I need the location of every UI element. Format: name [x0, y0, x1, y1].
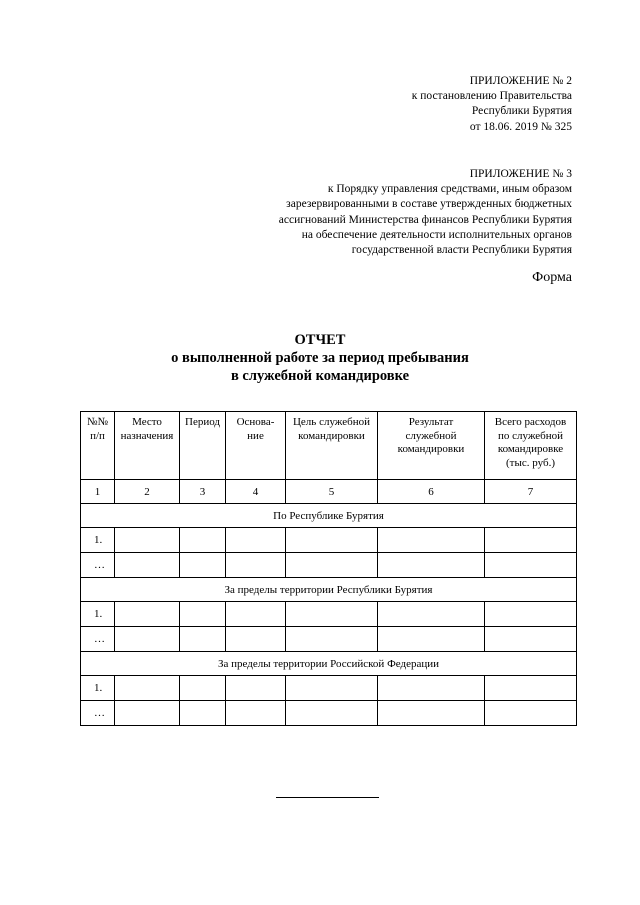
- table-row: [81, 553, 577, 578]
- row-number: …: [81, 553, 115, 578]
- table-cell: [180, 627, 226, 652]
- column-header-line: Всего расходов: [494, 416, 567, 428]
- table-cell: [180, 676, 226, 701]
- table-cell: [226, 627, 286, 652]
- report-title-line: в служебной командировке: [230, 368, 410, 384]
- table-cell: [378, 528, 485, 553]
- appendix-2-title: ПРИЛОЖЕНИЕ № 2: [469, 75, 572, 87]
- appendix-3-title: ПРИЛОЖЕНИЕ № 3: [469, 168, 572, 180]
- table-row: [81, 701, 577, 726]
- appendix-3-line: к Порядку управления средствами, иным образом: [327, 183, 572, 196]
- column-number: 5: [286, 480, 378, 504]
- column-number-row: [81, 480, 577, 504]
- table-cell: [286, 676, 378, 701]
- report-title-line: о выполненной работе за период пребывания: [171, 350, 469, 366]
- table-row: [81, 627, 577, 652]
- column-header: [286, 412, 378, 480]
- column-header: [378, 412, 485, 480]
- section-title: За пределы территории Российской Федерации: [81, 652, 577, 676]
- form-label: Форма: [532, 270, 572, 285]
- table-cell: [115, 602, 180, 627]
- table-row: [81, 528, 577, 553]
- table-cell: [485, 676, 577, 701]
- appendix-3-line: зарезервированными в составе утвержденных бюджетных: [286, 198, 572, 211]
- column-header: [485, 412, 577, 480]
- table-body: [81, 480, 577, 726]
- column-header-line: назначения: [120, 429, 174, 442]
- column-header-line: Основа-: [236, 416, 275, 428]
- column-header: [81, 412, 115, 480]
- column-header-line: п/п: [90, 429, 105, 442]
- column-number: 3: [180, 480, 226, 504]
- table-cell: [485, 602, 577, 627]
- column-header-line: по служебной: [497, 429, 564, 442]
- column-header-line: Период: [185, 416, 220, 428]
- table-header-row: [81, 412, 577, 480]
- table-cell: [286, 627, 378, 652]
- table-row: [81, 602, 577, 627]
- table-cell: [180, 553, 226, 578]
- table-cell: [378, 676, 485, 701]
- section-title: По Республике Бурятия: [81, 504, 577, 528]
- table-cell: [485, 701, 577, 726]
- appendix-2-header: [412, 74, 572, 135]
- appendix-3-header: [279, 167, 572, 258]
- appendix-3-line: на обеспечение деятельности исполнительных органов: [301, 228, 572, 241]
- table-cell: [485, 528, 577, 553]
- column-header-line: командировке: [497, 443, 564, 455]
- column-header-line: командировки: [298, 429, 365, 442]
- section-row: [81, 504, 577, 528]
- column-number: 4: [226, 480, 286, 504]
- table-cell: [115, 676, 180, 701]
- appendix-2-date: от 18.06. 2019 № 325: [469, 120, 572, 133]
- row-number: …: [81, 701, 115, 726]
- table-cell: [378, 701, 485, 726]
- column-header-line: (тыс. руб.): [506, 456, 555, 469]
- table-cell: [286, 553, 378, 578]
- row-number: 1.: [81, 602, 115, 627]
- table-cell: [378, 553, 485, 578]
- column-number: 7: [485, 480, 577, 504]
- column-header: [226, 412, 286, 480]
- table-cell: [226, 701, 286, 726]
- table-cell: [226, 676, 286, 701]
- row-number: 1.: [81, 528, 115, 553]
- table-cell: [286, 701, 378, 726]
- report-table: [80, 411, 577, 726]
- report-title-line: ОТЧЕТ: [294, 332, 346, 348]
- table-cell: [226, 528, 286, 553]
- table-row: [81, 676, 577, 701]
- section-row: [81, 652, 577, 676]
- column-number: 6: [378, 480, 485, 504]
- column-number: 1: [81, 480, 115, 504]
- table-cell: [115, 701, 180, 726]
- table-cell: [378, 602, 485, 627]
- signature-line: [276, 797, 379, 798]
- appendix-3-line: ассигнований Министерства финансов Республики Бурятия: [278, 213, 572, 226]
- row-number: …: [81, 627, 115, 652]
- table-cell: [485, 627, 577, 652]
- section-row: [81, 578, 577, 602]
- column-header: [115, 412, 180, 480]
- column-header-line: Цель служебной: [292, 416, 371, 428]
- table-cell: [180, 602, 226, 627]
- table-cell: [115, 528, 180, 553]
- appendix-2-line: к постановлению Правительства: [411, 90, 572, 103]
- column-number: 2: [115, 480, 180, 504]
- row-number: 1.: [81, 676, 115, 701]
- section-title: За пределы территории Республики Бурятия: [81, 578, 577, 602]
- table-cell: [226, 602, 286, 627]
- column-header-line: №№: [87, 416, 108, 428]
- report-title: [0, 331, 640, 385]
- table-cell: [378, 627, 485, 652]
- table-cell: [115, 627, 180, 652]
- table-cell: [485, 553, 577, 578]
- table-cell: [180, 528, 226, 553]
- appendix-3-line: государственной власти Республики Бурятия: [351, 244, 572, 257]
- column-header-line: командировки: [397, 443, 465, 455]
- column-header: [180, 412, 226, 480]
- column-header-line: служебной: [405, 429, 457, 442]
- table-cell: [115, 553, 180, 578]
- table-cell: [286, 602, 378, 627]
- table-cell: [226, 553, 286, 578]
- column-header-line: Место: [132, 416, 162, 428]
- table-cell: [180, 701, 226, 726]
- table-cell: [286, 528, 378, 553]
- column-header-line: ние: [247, 429, 264, 442]
- appendix-2-line: Республики Бурятия: [471, 105, 572, 118]
- column-header-line: Результат: [408, 416, 454, 428]
